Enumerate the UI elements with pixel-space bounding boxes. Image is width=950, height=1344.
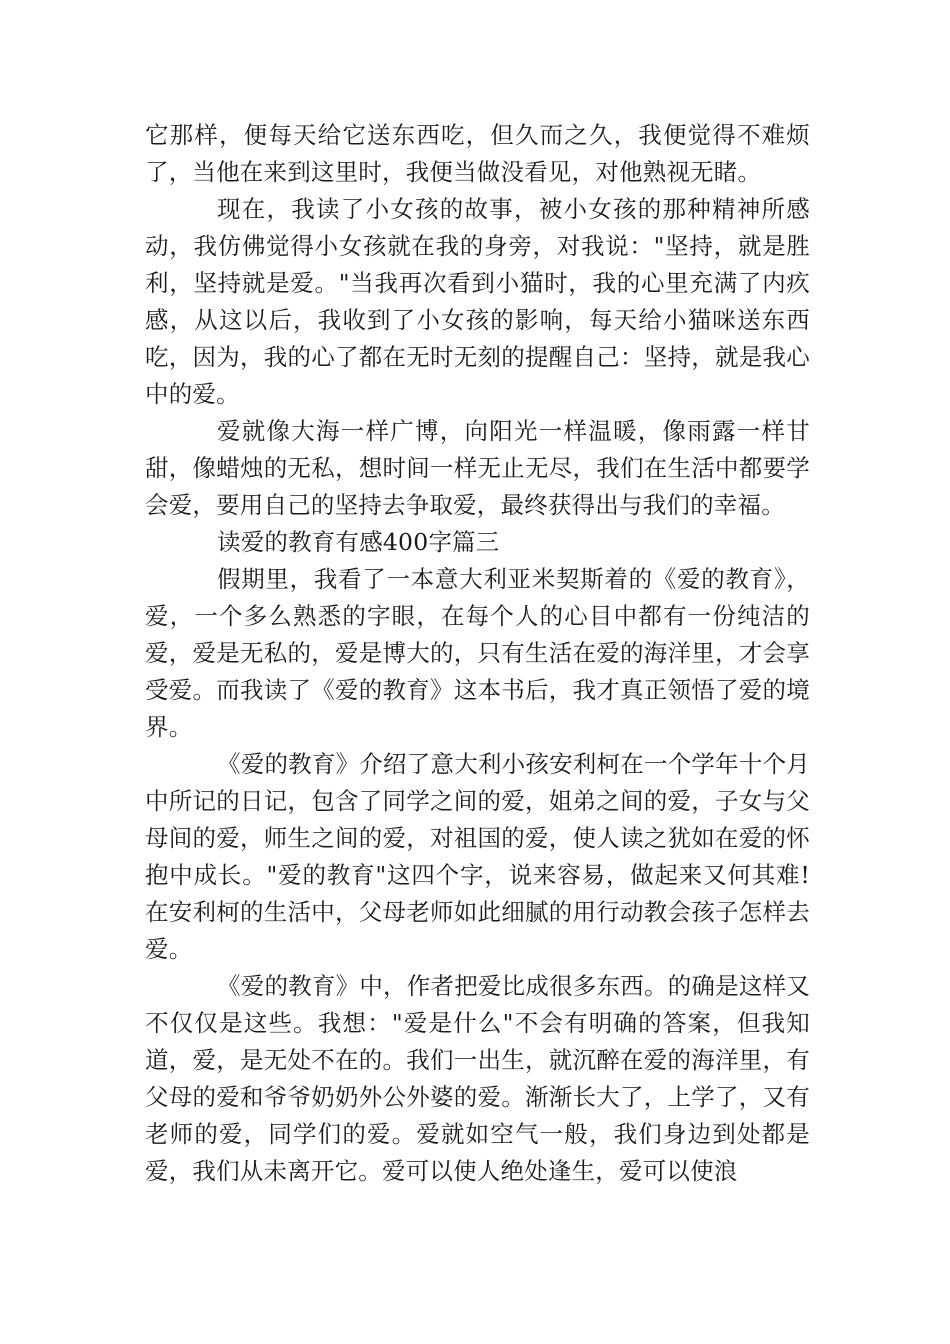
paragraph: 《爱的教育》介绍了意大利小孩安利柯在一个学年十个月中所记的日记，包含了同学之间的爱，姐弟之间的爱，子女与父母间的爱，师生之间的爱，对祖国的爱，使人读之犹如在爱的怀抱中成长。"爱的教育"这四个字，说来容易，做起来又何其难!在安利柯的生活中，父母老师如此细腻的用行动教会孩子怎样去爱。 [145, 750, 810, 963]
paragraph: 假期里，我看了一本意大利亚米契斯着的《爱的教育》，爱，一个多么熟悉的字眼，在每个人的心目中都有一份纯洁的爱，爱是无私的，爱是博大的，只有生活在爱的海洋里，才会享受爱。而我读了《爱的教育》这本书后，我才真正领悟了爱的境界。 [145, 565, 810, 741]
paragraph: 《爱的教育》中，作者把爱比成很多东西。的确是这样又不仅仅是这些。我想："爱是什么"不会有明确的答案，但我知道，爱，是无处不在的。我们一出生，就沉醉在爱的海洋里，有父母的爱和爷爷奶奶外公外婆的爱。渐渐长大了，上学了，又有老师的爱，同学们的爱。爱就如空气一般，我们身边到处都是爱，我们从未离开它。爱可以使人绝处逢生，爱可以使浪 [145, 972, 810, 1185]
paragraph: 爱就像大海一样广博，向阳光一样温暖，像雨露一样甘甜，像蜡烛的无私，想时间一样无止无尽，我们在生活中都要学会爱，要用自己的坚持去争取爱，最终获得出与我们的幸福。 [145, 417, 810, 519]
section-heading: 读爱的教育有感400字篇三 [217, 528, 500, 556]
paragraph: 现在，我读了小女孩的故事，被小女孩的那种精神所感动，我仿佛觉得小女孩就在我的身旁，对我说："坚持，就是胜利，坚持就是爱。"当我再次看到小猫时，我的心里充满了内疚感，从这以后，我收到了小女孩的影响，每天给小猫咪送东西吃，因为，我的心了都在无时无刻的提醒自己：坚持，就是我心中的爱。 [145, 195, 810, 408]
document-body [145, 117, 810, 1190]
paragraph: 它那样，便每天给它送东西吃，但久而之久，我便觉得不难烦了，当他在来到这里时，我便当做没看见，对他熟视无睹。 [145, 121, 810, 186]
